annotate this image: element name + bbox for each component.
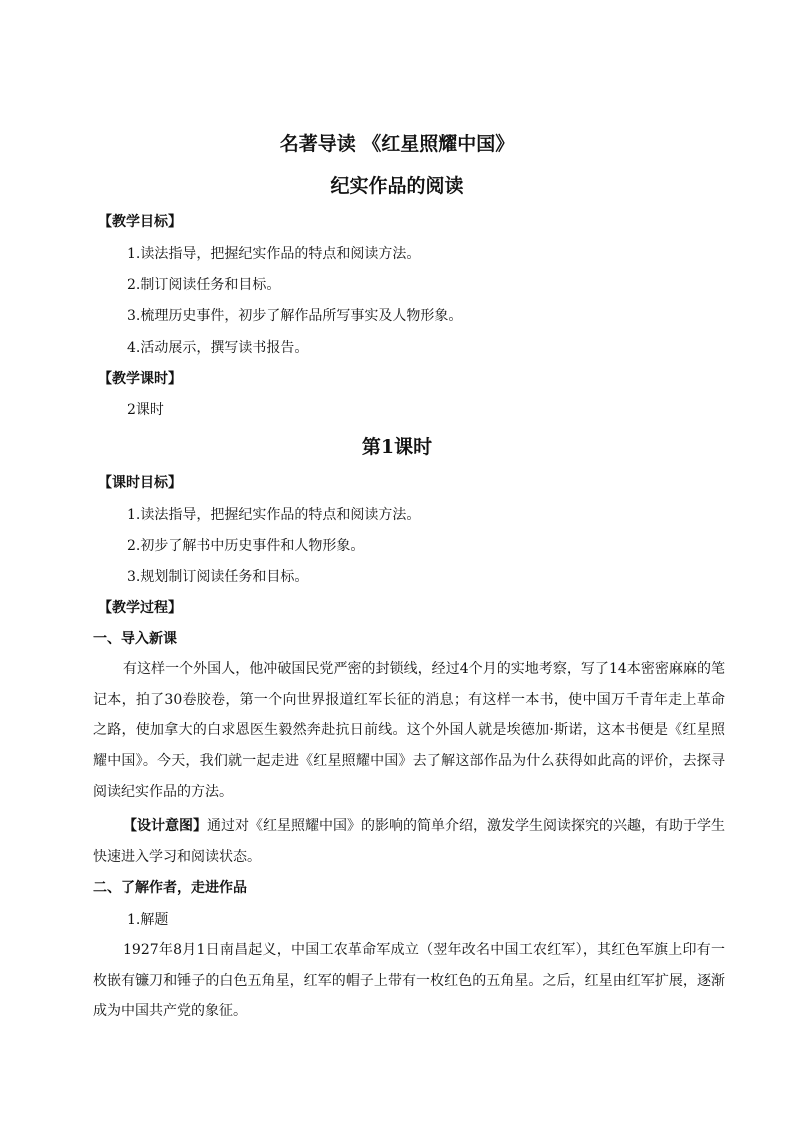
objective-item: 3.梳理历史事件，初步了解作品所写事实及人物形象。 <box>127 308 463 324</box>
part2-subheading: 1.解题 <box>127 912 169 928</box>
part2-heading: 二、了解作者，走进作品 <box>93 880 247 896</box>
lesson-title: 第1课时 <box>361 436 433 458</box>
hours-header: 【教学课时】 <box>98 371 182 387</box>
objective-item: 1.读法指导，把握纪实作品的特点和阅读方法。 <box>127 246 421 262</box>
lesson-objective-item: 2.初步了解书中历史事件和人物形象。 <box>127 538 365 554</box>
hours-value: 2课时 <box>127 402 164 418</box>
objective-item: 4.活动展示，撰写读书报告。 <box>127 340 309 356</box>
design-intent-label: 【设计意图】 <box>123 818 207 834</box>
objectives-header: 【教学目标】 <box>98 214 182 230</box>
part1-heading: 一、导入新课 <box>93 631 177 647</box>
document-subtitle: 纪实作品的阅读 <box>330 175 464 197</box>
objective-item: 2.制订阅读任务和目标。 <box>127 277 281 293</box>
design-intent-paragraph <box>93 811 725 872</box>
part2-paragraph: 1927年8月1日南昌起义，中国工农革命军成立（翌年改名中国工农红军），其红色军旗上印有一枚嵌有镰刀和锤子的白色五角星，红军的帽子上带有一枚红色的五角星。之后，红星由红军扩展，逐渐成为中国共产党的象征。 <box>93 942 725 1020</box>
part1-paragraph: 有这样一个外国人，他冲破国民党严密的封锁线，经过4个月的实地考察，写了14本密密麻麻的笔记本，拍了30卷胶卷，第一个向世界报道红军长征的消息；有这样一本书，使中国万千青年走上革命之路，使加拿大的白求恩医生毅然奔赴抗日前线。这个外国人就是埃德加·斯诺，这本书便是《红星照耀中国》。今天，我们就一起走进《红星照耀中国》去了解这部作品为什么获得如此高的评价，去探寻阅读纪实作品的方法。 <box>93 661 725 800</box>
lesson-objective-item: 1.读法指导，把握纪实作品的特点和阅读方法。 <box>127 507 421 523</box>
document-title: 名著导读 《红星照耀中国》 <box>279 133 515 155</box>
lesson-objectives-header: 【课时目标】 <box>98 475 182 491</box>
lesson-objective-item: 3.规划制订阅读任务和目标。 <box>127 569 309 585</box>
process-header: 【教学过程】 <box>98 600 182 616</box>
design-intent-text: 通过对《红星照耀中国》的影响的简单介绍，激发学生阅读探究的兴趣，有助于学生快速进入学习和阅读状态。 <box>93 818 725 865</box>
